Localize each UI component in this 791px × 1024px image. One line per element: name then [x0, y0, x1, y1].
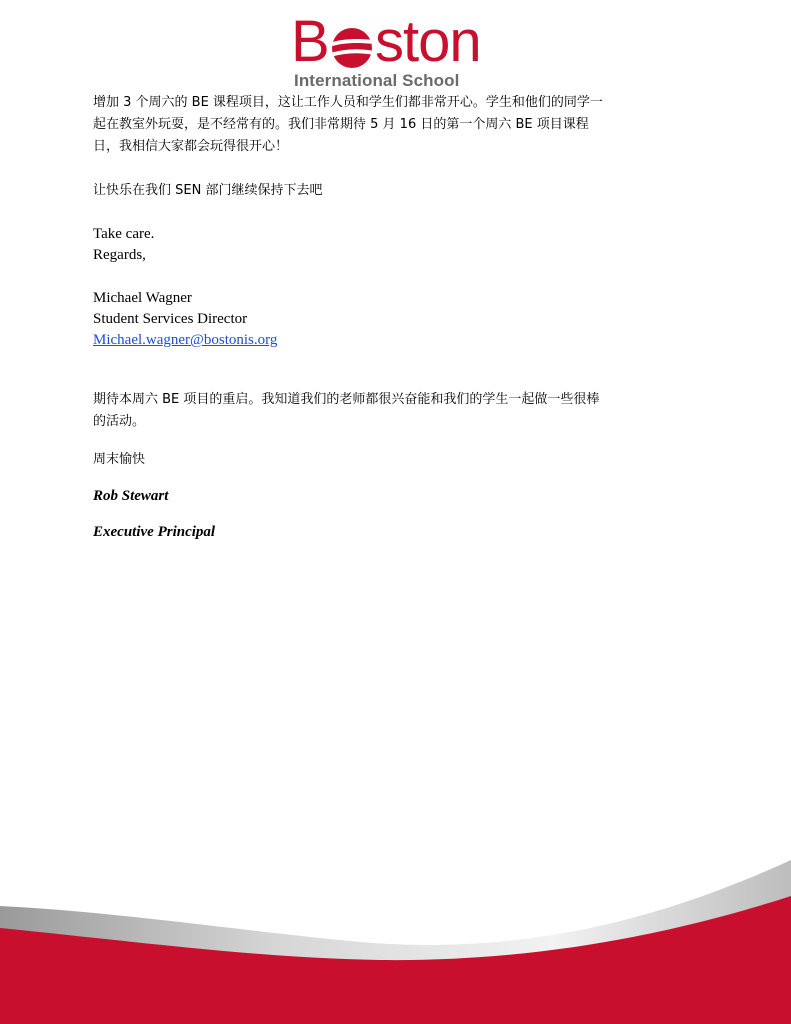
logo-wordmark — [291, 8, 481, 76]
cn-paragraph-3-line-1: 期待本周六 BE 项目的重启。我知道我们的老师都很兴奋能和我们的学生一起做一些很棒 — [93, 392, 600, 407]
closing-regards: Regards, — [93, 247, 146, 263]
logo-word-rest: ston — [375, 9, 481, 74]
cn-paragraph-1-line-3: 日，我相信大家都会玩得很开心！ — [93, 139, 289, 154]
cn-paragraph-3-line-2: 的活动。 — [93, 414, 146, 429]
logo-subtitle: International School — [294, 71, 460, 90]
cn-paragraph-2: 让快乐在我们 SEN 部门继续保持下去吧 — [93, 183, 323, 198]
principal-title: Executive Principal — [93, 524, 216, 540]
cn-paragraph-1-line-1: 增加 3 个周六的 BE 课程项目，这让工作人员和学生们都非常开心。学生和他们的同学一 — [93, 95, 603, 110]
sender-name: Michael Wagner — [93, 290, 192, 306]
cn-paragraph-1-line-2: 起在教室外玩耍，是不经常有的。我们非常期待 5 月 16 日的第一个周六 BE 项目课程 — [93, 117, 589, 132]
logo-letter-b: B — [291, 9, 329, 74]
footer-swoosh — [0, 860, 791, 1024]
sender-email-link[interactable]: Michael.wagner@bostonis.org — [93, 332, 278, 348]
letter-body — [93, 92, 713, 543]
cn-paragraph-4: 周末愉快 — [93, 452, 146, 467]
school-logo — [291, 8, 491, 94]
closing-take-care: Take care. — [93, 226, 155, 242]
principal-name: Rob Stewart — [93, 488, 169, 504]
sender-title: Student Services Director — [93, 311, 248, 327]
globe-icon — [330, 26, 374, 70]
